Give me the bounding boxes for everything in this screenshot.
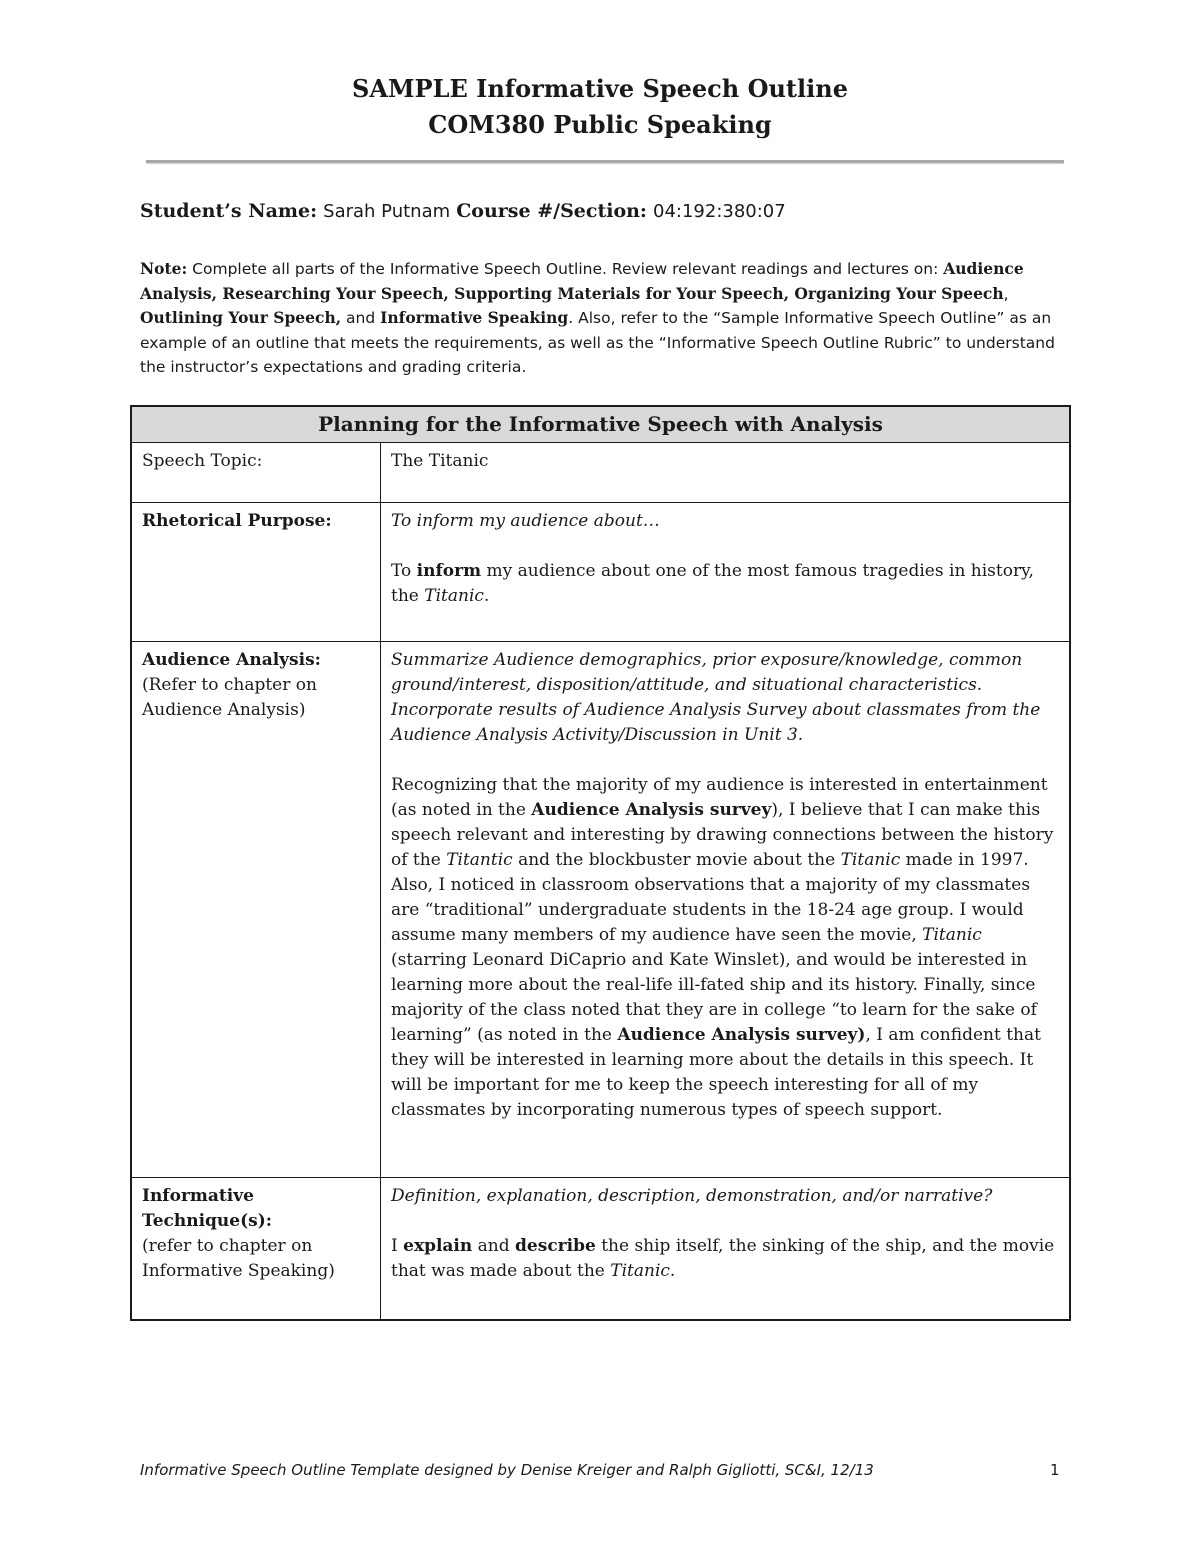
purpose-text-3: . (483, 586, 490, 606)
informative-technique-prompt: Definition, explanation, description, demonstration, and/or narrative? (391, 1186, 993, 1206)
informative-technique-answer (391, 1234, 1059, 1284)
course-section-label: Course #/Section: (456, 200, 647, 222)
speech-topic-label: Speech Topic: (131, 443, 381, 503)
rhetorical-purpose-answer (391, 559, 1059, 609)
note-bold-1: Audience Analysis, Researching Your Speech, Supporting Materials for Your Speech, Organizing Your Speech (140, 259, 1024, 303)
aa-italic-3: Titanic (922, 925, 982, 945)
it-text-2: and (472, 1236, 516, 1256)
rhetorical-purpose-label (131, 503, 381, 642)
rhetorical-purpose-cell (381, 503, 1071, 642)
rhetorical-purpose-label-text: Rhetorical Purpose: (142, 511, 332, 531)
informative-technique-cell (381, 1178, 1071, 1320)
aa-bold-2: Audience Analysis survey) (617, 1025, 866, 1045)
it-text-4: . (669, 1261, 676, 1281)
purpose-italic: Titanic (424, 586, 484, 606)
speech-topic-value: The Titanic (381, 443, 1071, 503)
aa-italic-1: Titantic (446, 850, 513, 870)
aa-text-4: made in 1997. Also, I noticed in classroom observations that a majority of my classmates are “traditional” undergraduate students in the 18-24 age group. I would assume many members of my audience have seen the movie, (391, 850, 1031, 945)
audience-analysis-prompt: Summarize Audience demographics, prior exposure/knowledge, common ground/interest, disposition/attitude, and situational characteristics. Incorporate results of Audience Analysis Survey about classmates from the Audience Analysis Activity/Discussion in Unit 3. (391, 650, 1041, 745)
table-row-speech-topic (131, 443, 1070, 503)
table-heading: Planning for the Informative Speech with Analysis (131, 406, 1070, 443)
title-divider (146, 160, 1064, 163)
it-italic: Titanic (610, 1261, 670, 1281)
rhetorical-purpose-prompt: To inform my audience about… (391, 511, 660, 531)
aa-bold-1: Audience Analysis survey (531, 800, 772, 820)
aa-text-2: ), I believe that I can make this speech relevant and interesting by drawing connections between the history of the (391, 800, 1054, 870)
audience-analysis-cell (381, 642, 1071, 1178)
it-bold-2: describe (515, 1236, 596, 1256)
audience-analysis-answer (391, 773, 1059, 1123)
table-row-rhetorical-purpose (131, 503, 1070, 642)
course-section-value: 04:192:380:07 (653, 201, 786, 222)
it-bold-1: explain (403, 1236, 473, 1256)
note-text-4: . Also, refer to the “Sample Informative Speech Outline” as an example of an outline that meets the requirements, as well as the “Informative Speech Outline Rubric” to understand the instructor’s expectations and grading criteria. (140, 309, 1055, 376)
note-label: Note: (140, 259, 188, 278)
note-text-1: Complete all parts of the Informative Speech Outline. Review relevant readings and lectures on: (187, 260, 944, 278)
it-text-3: the ship itself, the sinking of the ship, and the movie that was made about the (391, 1236, 1055, 1281)
student-name-value: Sarah Putnam (323, 201, 451, 222)
aa-text-3: and the blockbuster movie about the (512, 850, 841, 870)
aa-text-1: Recognizing that the majority of my audience is interested in entertainment (as noted in the (391, 775, 1048, 820)
aa-text-6: , I am confident that they will be interested in learning more about the details in this speech. It will be important for me to keep the speech interesting for all of my classmates by incorporating numerous types of speech support. (391, 1025, 1041, 1120)
student-info (140, 200, 786, 222)
audience-analysis-reference: (Refer to chapter on Audience Analysis) (142, 675, 317, 720)
page-number: 1 (1050, 1461, 1060, 1479)
informative-technique-label: Informative Technique(s): (142, 1186, 273, 1231)
audience-analysis-label-cell (131, 642, 381, 1178)
planning-table (130, 405, 1071, 1321)
note-bold-3: Informative Speaking (380, 308, 569, 327)
aa-text-5: (starring Leonard DiCaprio and Kate Winslet), and would be interested in learning more about the real-life ill-fated ship and its history. Finally, since majority of the class noted that they are in college “to learn for the sake of learning” (as noted in the (391, 950, 1037, 1045)
purpose-bold: inform (416, 561, 482, 581)
informative-technique-label-cell (131, 1178, 381, 1320)
instructions-note (140, 257, 1060, 380)
note-text-3: and (341, 309, 381, 327)
audience-analysis-label: Audience Analysis: (142, 650, 321, 670)
it-text-1: I (391, 1236, 404, 1256)
student-name-label: Student’s Name: (140, 200, 318, 222)
footer-credit: Informative Speech Outline Template designed by Denise Kreiger and Ralph Gigliotti, SC&I, 12/13 (140, 1461, 874, 1479)
informative-technique-reference: (refer to chapter on Informative Speaking) (142, 1236, 335, 1281)
note-bold-2: Outlining Your Speech, (140, 308, 342, 327)
table-row-informative-technique (131, 1178, 1070, 1320)
document-title: SAMPLE Informative Speech Outline (352, 74, 848, 103)
purpose-text-2: my audience about one of the most famous tragedies in history, the (391, 561, 1034, 606)
document-subtitle: COM380 Public Speaking (428, 110, 772, 139)
table-row-audience-analysis (131, 642, 1070, 1178)
aa-italic-2: Titanic (840, 850, 901, 870)
table-heading-row (131, 406, 1070, 443)
purpose-text-1: To (391, 561, 417, 581)
note-text-2: , (1003, 284, 1009, 303)
